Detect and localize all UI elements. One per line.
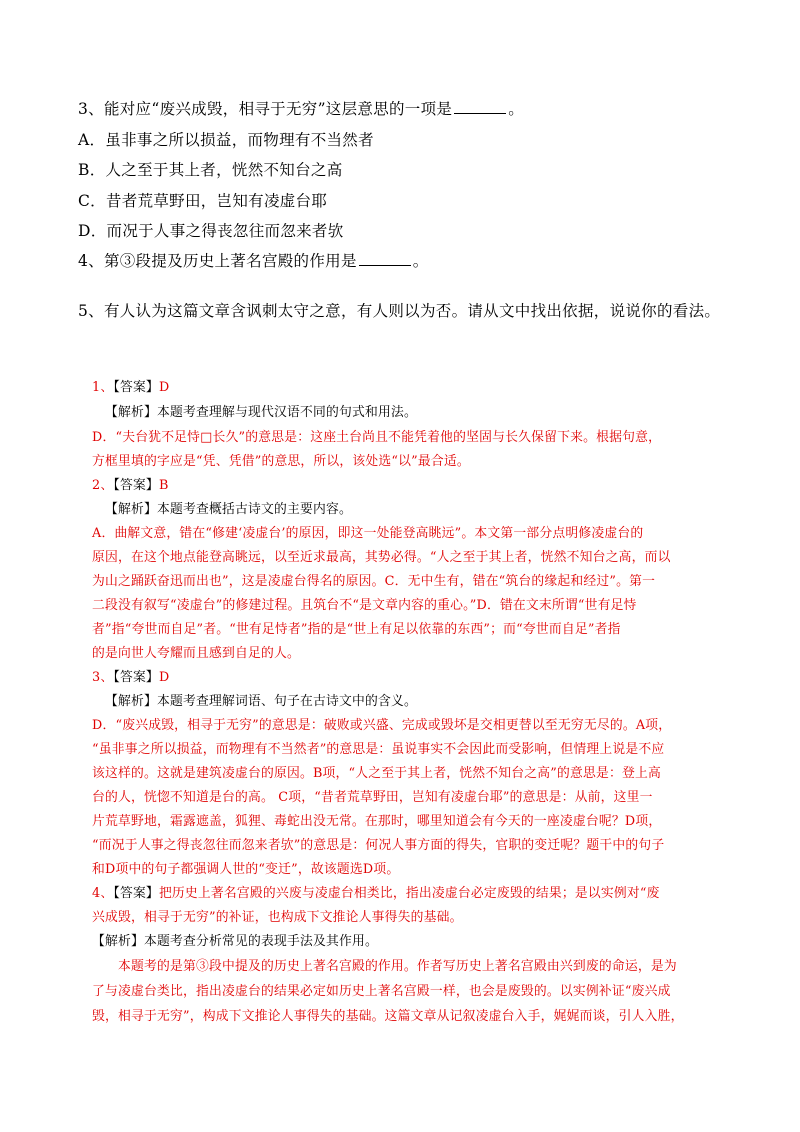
analysis-line: 者”指“夸世而自足”者。“世有足恃者”指的是“世上有足以依靠的东西”；而“夸世而自足”者指 xyxy=(92,622,621,637)
analysis-line: D．“废兴成毁，相寻于无穷”的意思是：破败或兴盛、完成或毁坏是交相更替以至无穷无尽的。A项， xyxy=(92,718,672,733)
option-b: B．人之至于其上者，恍然不知台之高 xyxy=(78,161,343,179)
analysis-line: 兴成毁，相寻于无穷”的补证，也构成下文推论人事得失的基础。 xyxy=(92,910,463,925)
question-3-stem: 3、能对应“废兴成毁，相寻于无穷”这层意思的一项是 xyxy=(78,100,453,118)
analysis-line: 片荒草野地，霜露遮盖，狐狸、毒蛇出没无常。在那时，哪里知道会有今天的一座凌虚台呢？D项， xyxy=(92,814,662,829)
analysis-1: 【解析】本题考查理解与现代汉语不同的句式和用法。 xyxy=(105,405,417,420)
question-5: 5、有人认为这篇文章含讽刺太守之意，有人则以为否。请从文中找出依据，说说你的看法。 xyxy=(78,302,721,320)
question-4: 4、第③段提及历史上著名宫殿的作用是 。 xyxy=(78,252,429,270)
answer-blank xyxy=(359,251,411,266)
answer-1-heading: 1、【答案】D xyxy=(92,380,170,395)
analysis-line: 毁，相寻于无穷”，构成下文推论人事得失的基础。这篇文章从记叙凌虚台入手，娓娓而谈，引人入胜， xyxy=(92,1009,684,1024)
option-c: C．昔者荒草野田，岂知有凌虚台耶 xyxy=(78,192,328,210)
option-a: A．虽非事之所以损益，而物理有不当然者 xyxy=(78,131,374,149)
option-d: D．而况于人事之得丧忽往而忽来者欤 xyxy=(78,222,344,240)
question-4-stem: 4、第③段提及历史上著名宫殿的作用是 xyxy=(78,252,357,270)
analysis-line: A．曲解文意，错在“修建‘凌虚台’的原因，即这一处能登高眺远”。本文第一部分点明修凌虚台的 xyxy=(92,526,644,541)
analysis-line: 二段没有叙写“凌虚台”的修建过程。且筑台不“是文章内容的重心。”D．错在文末所谓“世有足恃 xyxy=(92,598,637,613)
analysis-line: 的是向世人夸耀而且感到自足的人。 xyxy=(92,646,300,661)
analysis-line: 了与凌虚台类比，指出凌虚台的结果必定如历史上著名宫殿一样，也会是废毁的。以实例补证“废兴成 xyxy=(92,984,671,999)
analysis-3: 【解析】本题考查理解词语、句子在古诗文中的含义。 xyxy=(105,694,417,709)
analysis-line: 该这样的。这就是建筑凌虚台的原因。B项，“人之至于其上者，恍然不知台之高”的意思是：登上高 xyxy=(92,766,661,781)
answer-3-heading: 3、【答案】D xyxy=(92,670,170,685)
analysis-line: “而况于人事之得丧忽往而忽来者欤”的意思是：何况人事方面的得失，官职的变迁呢？题干中的句子 xyxy=(92,838,665,853)
analysis-2: 【解析】本题考查概括古诗文的主要内容。 xyxy=(105,502,352,517)
analysis-line: 为山之踊跃奋迅而出也”，这是凌虚台得名的原因。C．无中生有，错在“筑台的缘起和经过”。第一 xyxy=(92,574,656,589)
analysis-line: 和D项中的句子都强调人世的“变迁”，故该题选D项。 xyxy=(92,862,400,877)
answer-2-heading: 2、【答案】B xyxy=(92,478,169,493)
analysis-line: 方框里填的字应是“凭、凭借”的意思，所以，该处选“以”最合适。 xyxy=(92,454,470,469)
question-3: 3、能对应“废兴成毁，相寻于无穷”这层意思的一项是 。 xyxy=(78,100,525,118)
answer-blank xyxy=(454,99,506,114)
analysis-line: 原因，在这个地点能登高眺远，以至近求最高，其势必得。“人之至于其上者，恍然不知台之高，而以 xyxy=(92,550,671,565)
answer-4-heading: 4、【答案】把历史上著名宫殿的兴废与凌虚台相类比，指出凌虚台必定废毁的结果；是以实例对“废 xyxy=(92,886,660,901)
analysis-4: 【解析】本题考查分析常见的表现手法及其作用。 xyxy=(92,934,378,949)
analysis-line: “虽非事之所以损益，而物理有不当然者”的意思是：虽说事实不会因此而受影响，但情理上说是不应 xyxy=(92,742,665,757)
analysis-line: 本题考的是第③段中提及的历史上著名宫殿的作用。作者写历史上著名宫殿由兴到废的命运，是为 xyxy=(118,959,677,974)
analysis-line: 台的人，恍惚不知道是台的高。 C项，“昔者荒草野田，岂知有凌虚台耶”的意思是：从前，这里一 xyxy=(92,790,653,805)
analysis-line: D．“夫台犹不足恃□长久”的意思是：这座土台尚且不能凭着他的坚固与长久保留下来。根据句意， xyxy=(92,430,662,445)
